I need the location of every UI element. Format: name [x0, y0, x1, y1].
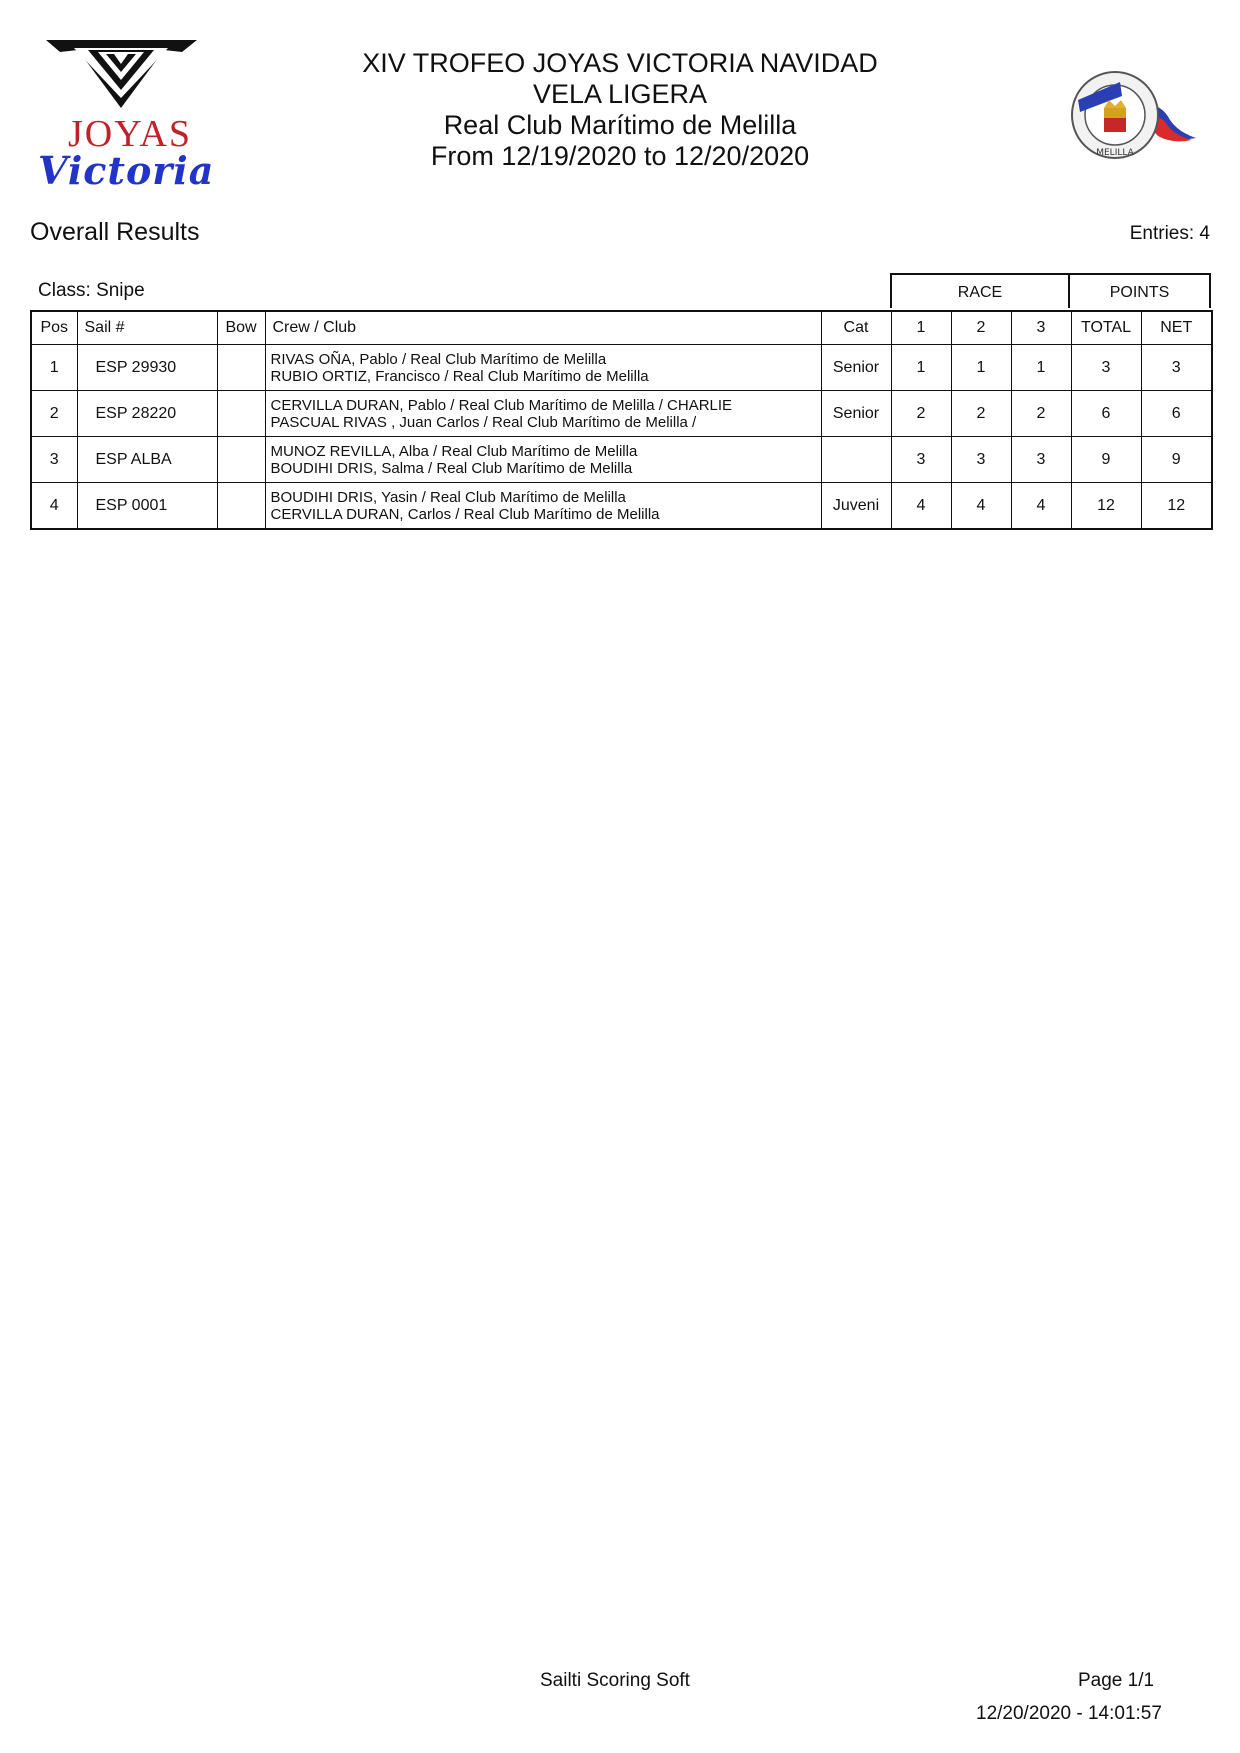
crew-line-2: RUBIO ORTIZ, Francisco / Real Club Marítimo de Melilla [270, 367, 649, 385]
cell-net: 3 [1141, 345, 1212, 391]
crew-line-1: MUNOZ REVILLA, Alba / Real Club Marítimo de Melilla [270, 442, 638, 460]
col-total: TOTAL [1071, 311, 1141, 345]
cell-pos: 3 [31, 437, 77, 483]
cell-race-2: 2 [951, 391, 1011, 437]
cell-race-2: 4 [951, 483, 1011, 530]
cell-net: 12 [1141, 483, 1212, 530]
col-crew: Crew / Club [265, 311, 821, 345]
footer-software: Sailti Scoring Soft [540, 1670, 690, 1691]
cell-bow [217, 483, 265, 530]
cell-sail: ESP 29930 [77, 345, 217, 391]
results-grid [30, 310, 1213, 530]
cell-race-3: 4 [1011, 483, 1071, 530]
col-bow: Bow [217, 311, 265, 345]
cell-total: 3 [1071, 345, 1141, 391]
column-header-row [31, 311, 1212, 345]
club-logo-text: MELILLA [1096, 148, 1134, 158]
table-row [31, 483, 1212, 530]
cell-cat: Senior [821, 391, 891, 437]
section-title: Overall Results [30, 218, 200, 246]
cell-pos: 4 [31, 483, 77, 530]
cell-race-3: 2 [1011, 391, 1071, 437]
cell-crew [265, 483, 821, 530]
logo-joyas-text: JOYAS [68, 113, 193, 155]
cell-total: 12 [1071, 483, 1141, 530]
event-title: XIV TROFEO JOYAS VICTORIA NAVIDAD [362, 48, 878, 78]
col-race-1: 1 [891, 311, 951, 345]
logo-victoria-text: Victoria [38, 148, 215, 193]
cell-race-2: 1 [951, 345, 1011, 391]
table-row [31, 437, 1212, 483]
cell-race-1: 1 [891, 345, 951, 391]
club-emblem-icon [1060, 60, 1200, 170]
col-race-3: 3 [1011, 311, 1071, 345]
col-cat: Cat [821, 311, 891, 345]
cell-net: 6 [1141, 391, 1212, 437]
footer-page-number: Page 1/1 [1078, 1670, 1155, 1691]
cell-crew [265, 437, 821, 483]
cell-bow [217, 437, 265, 483]
crew-line-2: BOUDIHI DRIS, Salma / Real Club Marítimo de Melilla [270, 459, 633, 477]
cell-net: 9 [1141, 437, 1212, 483]
cell-sail: ESP ALBA [77, 437, 217, 483]
cell-pos: 2 [31, 391, 77, 437]
cell-total: 6 [1071, 391, 1141, 437]
logo-emblem-icon [44, 36, 199, 111]
footer-datetime: 12/20/2020 - 14:01:57 [976, 1703, 1162, 1724]
race-group-header: RACE [890, 273, 1070, 308]
event-dates: From 12/19/2020 to 12/20/2020 [430, 141, 810, 171]
cell-bow [217, 391, 265, 437]
event-header [300, 48, 940, 172]
table-row [31, 391, 1212, 437]
crew-line-2: PASCUAL RIVAS , Juan Carlos / Real Club Marítimo de Melilla / [270, 413, 697, 431]
cell-race-3: 3 [1011, 437, 1071, 483]
results-table [30, 273, 1211, 530]
col-pos: Pos [31, 311, 77, 345]
cell-sail: ESP 28220 [77, 391, 217, 437]
entries-count: Entries: 4 [1129, 223, 1210, 244]
cell-cat: Senior [821, 345, 891, 391]
club-logo [1060, 60, 1200, 170]
cell-race-1: 3 [891, 437, 951, 483]
cell-pos: 1 [31, 345, 77, 391]
crew-line-1: RIVAS OÑA, Pablo / Real Club Marítimo de Melilla [270, 350, 607, 368]
cell-sail: ESP 0001 [77, 483, 217, 530]
cell-bow [217, 345, 265, 391]
event-club: Real Club Marítimo de Melilla [443, 110, 797, 140]
points-group-header: POINTS [1068, 273, 1211, 308]
table-row [31, 345, 1212, 391]
cell-crew [265, 391, 821, 437]
class-label: Class: Snipe [38, 280, 145, 301]
col-net: NET [1141, 311, 1212, 345]
crew-line-1: BOUDIHI DRIS, Yasin / Real Club Marítimo de Melilla [270, 488, 626, 506]
joyas-victoria-logo [38, 36, 218, 196]
col-sail: Sail # [77, 311, 217, 345]
crew-line-2: CERVILLA DURAN, Carlos / Real Club Marítimo de Melilla [270, 505, 660, 523]
class-row [30, 273, 1211, 310]
cell-cat [821, 437, 891, 483]
event-subtitle: VELA LIGERA [532, 79, 708, 109]
cell-cat: Juveni [821, 483, 891, 530]
cell-race-1: 4 [891, 483, 951, 530]
cell-race-2: 3 [951, 437, 1011, 483]
cell-crew [265, 345, 821, 391]
col-race-2: 2 [951, 311, 1011, 345]
cell-total: 9 [1071, 437, 1141, 483]
cell-race-3: 1 [1011, 345, 1071, 391]
crew-line-1: CERVILLA DURAN, Pablo / Real Club Marítimo de Melilla / CHARLIE [270, 396, 733, 414]
cell-race-1: 2 [891, 391, 951, 437]
